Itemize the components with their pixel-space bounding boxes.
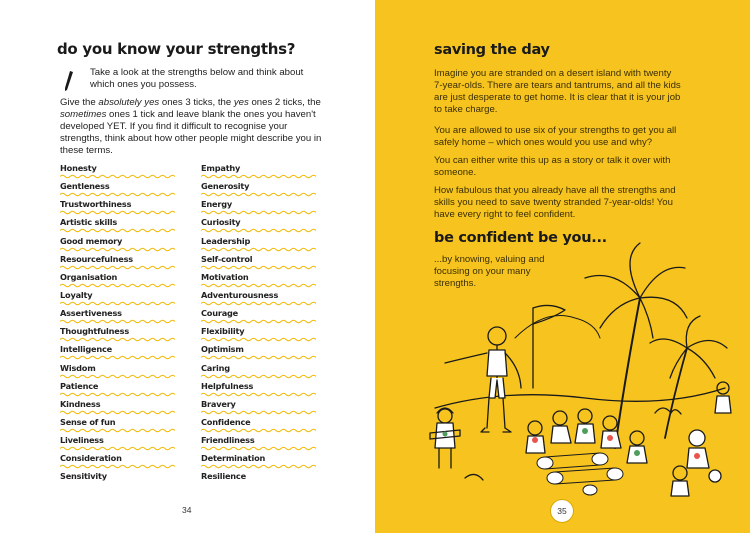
strength-item[interactable]: Sensitivity (60, 471, 107, 482)
squiggle-line (201, 210, 316, 215)
strength-item[interactable]: Consideration (60, 453, 180, 471)
strength-item[interactable]: Loyalty (60, 290, 180, 308)
pencil-icon (62, 70, 76, 92)
squiggle-line (60, 319, 175, 324)
squiggle-line (60, 392, 175, 397)
page-number: 35 (557, 506, 567, 516)
squiggle-line (60, 247, 175, 252)
strengths-list-right (201, 163, 321, 490)
squiggle-line (60, 228, 175, 233)
squiggle-line (201, 392, 316, 397)
squiggle-line (201, 464, 316, 469)
strength-item[interactable]: Bravery (201, 399, 321, 417)
squiggle-line (60, 265, 175, 270)
squiggle-line (201, 265, 316, 270)
squiggle-line (201, 446, 316, 451)
strength-item[interactable]: Adventurousness (201, 290, 321, 308)
strength-item[interactable]: Kindness (60, 399, 180, 417)
strength-item[interactable]: Helpfulness (201, 381, 321, 399)
strength-item[interactable]: Artistic skills (60, 217, 180, 235)
squiggle-line (60, 410, 175, 415)
saving-the-day-heading: saving the day (434, 42, 550, 58)
squiggle-line (60, 464, 175, 469)
paragraph-knowing: ...by knowing, valuing and focusing on your many strengths. (434, 254, 545, 289)
strength-item[interactable]: Sense of fun (60, 417, 180, 435)
strength-item[interactable]: Energy (201, 199, 321, 217)
squiggle-line (60, 283, 175, 288)
squiggle-line (201, 428, 316, 433)
strength-item[interactable]: Motivation (201, 272, 321, 290)
squiggle-line (201, 192, 316, 197)
squiggle-line (201, 247, 316, 252)
strength-item[interactable]: Curiosity (201, 217, 321, 235)
intro-text: Take a look at the strengths below and think about which ones you possess. (90, 67, 304, 90)
paragraph-fabulous: How fabulous that you already have all the strengths and skills you need to save twenty stranded 7-year-olds! You have every right to feel confident. (434, 185, 676, 220)
strength-item[interactable]: Liveliness (60, 435, 180, 453)
squiggle-line (60, 210, 175, 215)
squiggle-line (201, 319, 316, 324)
strength-item[interactable]: Optimism (201, 344, 321, 362)
squiggle-line (201, 283, 316, 288)
strength-item[interactable]: Determination (201, 453, 321, 471)
squiggle-line (60, 355, 175, 360)
strength-item[interactable]: Friendliness (201, 435, 321, 453)
squiggle-line (201, 301, 316, 306)
squiggle-line (60, 301, 175, 306)
squiggle-line (60, 428, 175, 433)
page-number-badge (550, 499, 574, 523)
squiggle-line (201, 337, 316, 342)
strength-item[interactable]: Intelligence (60, 344, 180, 362)
strength-item[interactable]: Generosity (201, 181, 321, 199)
strength-item[interactable]: Empathy (201, 163, 321, 181)
strength-item[interactable]: Resourcefulness (60, 254, 180, 272)
squiggle-line (201, 174, 316, 179)
squiggle-line (60, 174, 175, 179)
strength-item[interactable]: Thoughtfulness (60, 326, 180, 344)
squiggle-line (60, 192, 175, 197)
squiggle-line (201, 410, 316, 415)
strength-item[interactable]: Caring (201, 363, 321, 381)
island-illustration (425, 238, 737, 500)
instructions-text: Give the absolutely yes ones 3 ticks, the yes ones 2 ticks, the sometimes ones 1 tick and leave blank the ones you haven't developed YET. If you find it difficult to recognise your strengths, think about how other people might describe you in these terms. (60, 97, 322, 156)
squiggle-line (60, 374, 175, 379)
strength-item[interactable]: Courage (201, 308, 321, 326)
strength-item[interactable]: Gentleness (60, 181, 180, 199)
paragraph-story: You can either write this up as a story or talk it over with someone. (434, 155, 671, 178)
squiggle-line (201, 374, 316, 379)
squiggle-line (60, 446, 175, 451)
strength-item[interactable]: Good memory (60, 236, 180, 254)
left-page-heading: do you know your strengths? (57, 40, 296, 58)
strength-item[interactable]: Leadership (201, 236, 321, 254)
strength-item[interactable]: Assertiveness (60, 308, 180, 326)
squiggle-line (201, 355, 316, 360)
squiggle-line (60, 337, 175, 342)
strength-item[interactable]: Confidence (201, 417, 321, 435)
squiggle-line (201, 228, 316, 233)
page-number: 34 (182, 505, 192, 515)
paragraph-six-strengths: You are allowed to use six of your strengths to get you all safely home – which ones would you use and why? (434, 125, 677, 148)
strength-item[interactable]: Honesty (60, 163, 180, 181)
strength-item[interactable]: Self-control (201, 254, 321, 272)
strength-item[interactable]: Trustworthiness (60, 199, 180, 217)
strength-item[interactable]: Wisdom (60, 363, 180, 381)
strength-item[interactable]: Patience (60, 381, 180, 399)
strength-item[interactable]: Resilience (201, 471, 246, 482)
paragraph-island: Imagine you are stranded on a desert island with twenty 7-year-olds. There are tears and tantrums, and all the kids are just desperate to get home. It is clear that it is your job to take charge. (434, 68, 681, 115)
strengths-list-left (60, 163, 180, 490)
strength-item[interactable]: Flexibility (201, 326, 321, 344)
strength-item[interactable]: Organisation (60, 272, 180, 290)
be-confident-heading: be confident be you... (434, 230, 607, 246)
